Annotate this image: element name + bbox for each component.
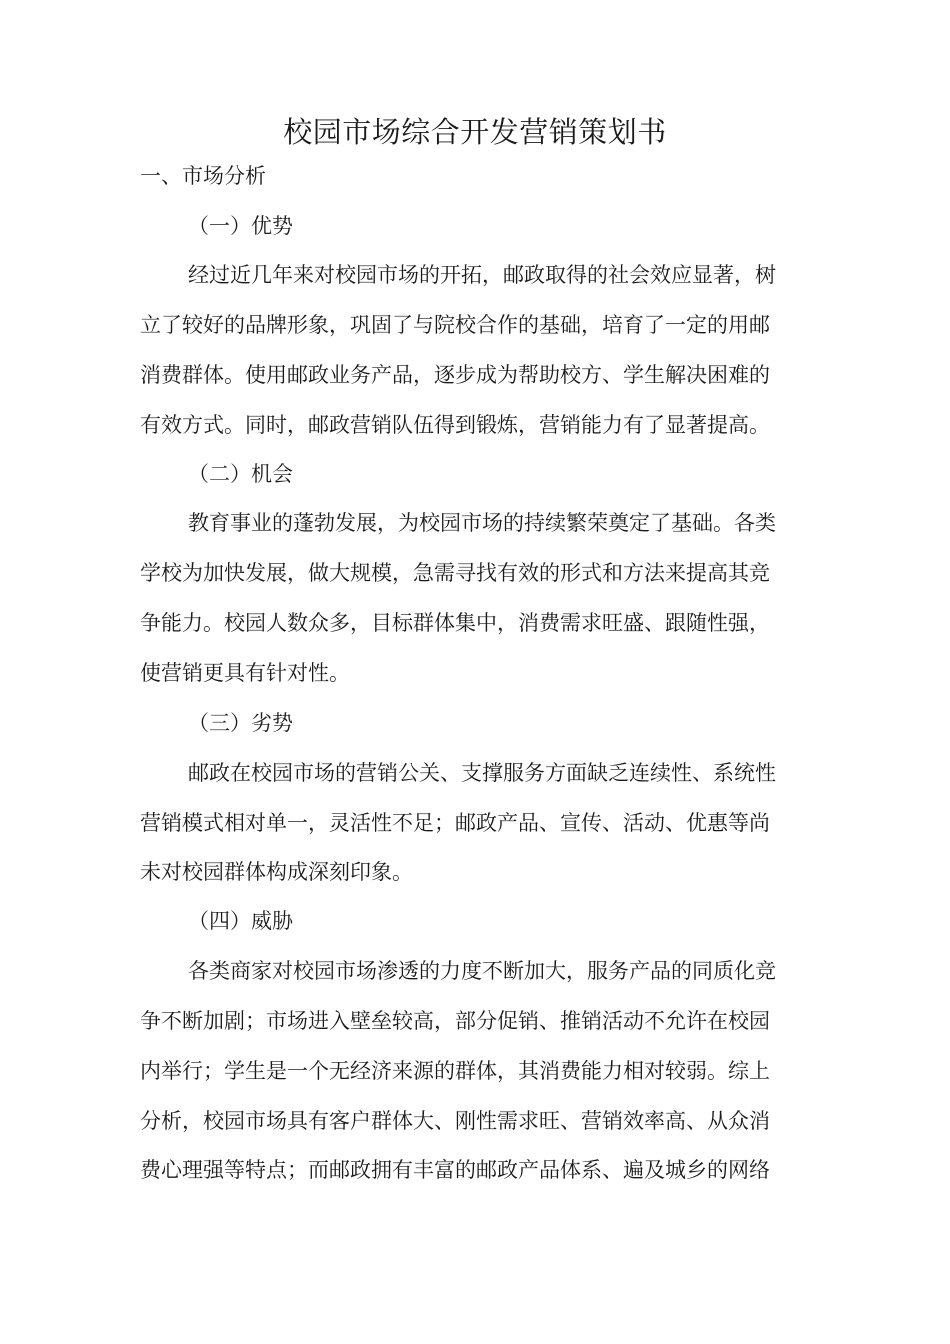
section-heading-market-analysis: 一、市场分析	[140, 164, 266, 188]
paragraph-line: 各类商家对校园市场渗透的力度不断加大，服务产品的同质化竞	[188, 959, 776, 983]
paragraph-line: 经过近几年来对校园市场的开拓，邮政取得的社会效应显著，树	[188, 263, 776, 287]
paragraph-line: 费心理强等特点；而邮政拥有丰富的邮政产品体系、遍及城乡的网络	[140, 1158, 770, 1182]
paragraph-line: 教育事业的蓬勃发展，为校园市场的持续繁荣奠定了基础。各类	[188, 511, 776, 535]
paragraph-line: 分析，校园市场具有客户群体大、刚性需求旺、营销效率高、从众消	[140, 1109, 770, 1133]
paragraph-line: 有效方式。同时，邮政营销队伍得到锻炼，营销能力有了显著提高。	[140, 413, 770, 437]
paragraph-line: 争不断加剧；市场进入壁垒较高，部分促销、推销活动不允许在校园	[140, 1009, 770, 1033]
paragraph-line: 消费群体。使用邮政业务产品，逐步成为帮助校方、学生解决困难的	[140, 363, 770, 387]
subsection-heading-strengths: （一）优势	[188, 214, 293, 238]
paragraph-line: 邮政在校园市场的营销公关、支撑服务方面缺乏连续性、系统性	[188, 761, 776, 785]
paragraph-line: 未对校园群体构成深刻印象。	[140, 860, 413, 884]
paragraph-line: 学校为加快发展，做大规模，急需寻找有效的形式和方法来提高其竞	[140, 561, 770, 585]
paragraph-line: 争能力。校园人数众多，目标群体集中，消费需求旺盛、跟随性强，	[140, 611, 770, 635]
subsection-heading-weaknesses: （三）劣势	[188, 711, 293, 735]
subsection-heading-opportunities: （二）机会	[188, 462, 293, 486]
paragraph-line: 内举行；学生是一个无经济来源的群体，其消费能力相对较弱。综上	[140, 1059, 770, 1083]
document-title: 校园市场综合开发营销策划书	[283, 115, 667, 149]
paragraph-line: 营销模式相对单一，灵活性不足；邮政产品、宣传、活动、优惠等尚	[140, 811, 770, 835]
subsection-heading-threats: （四）威胁	[188, 909, 293, 933]
paragraph-line: 立了较好的品牌形象，巩固了与院校合作的基础，培育了一定的用邮	[140, 313, 770, 337]
paragraph-line: 使营销更具有针对性。	[140, 661, 350, 685]
